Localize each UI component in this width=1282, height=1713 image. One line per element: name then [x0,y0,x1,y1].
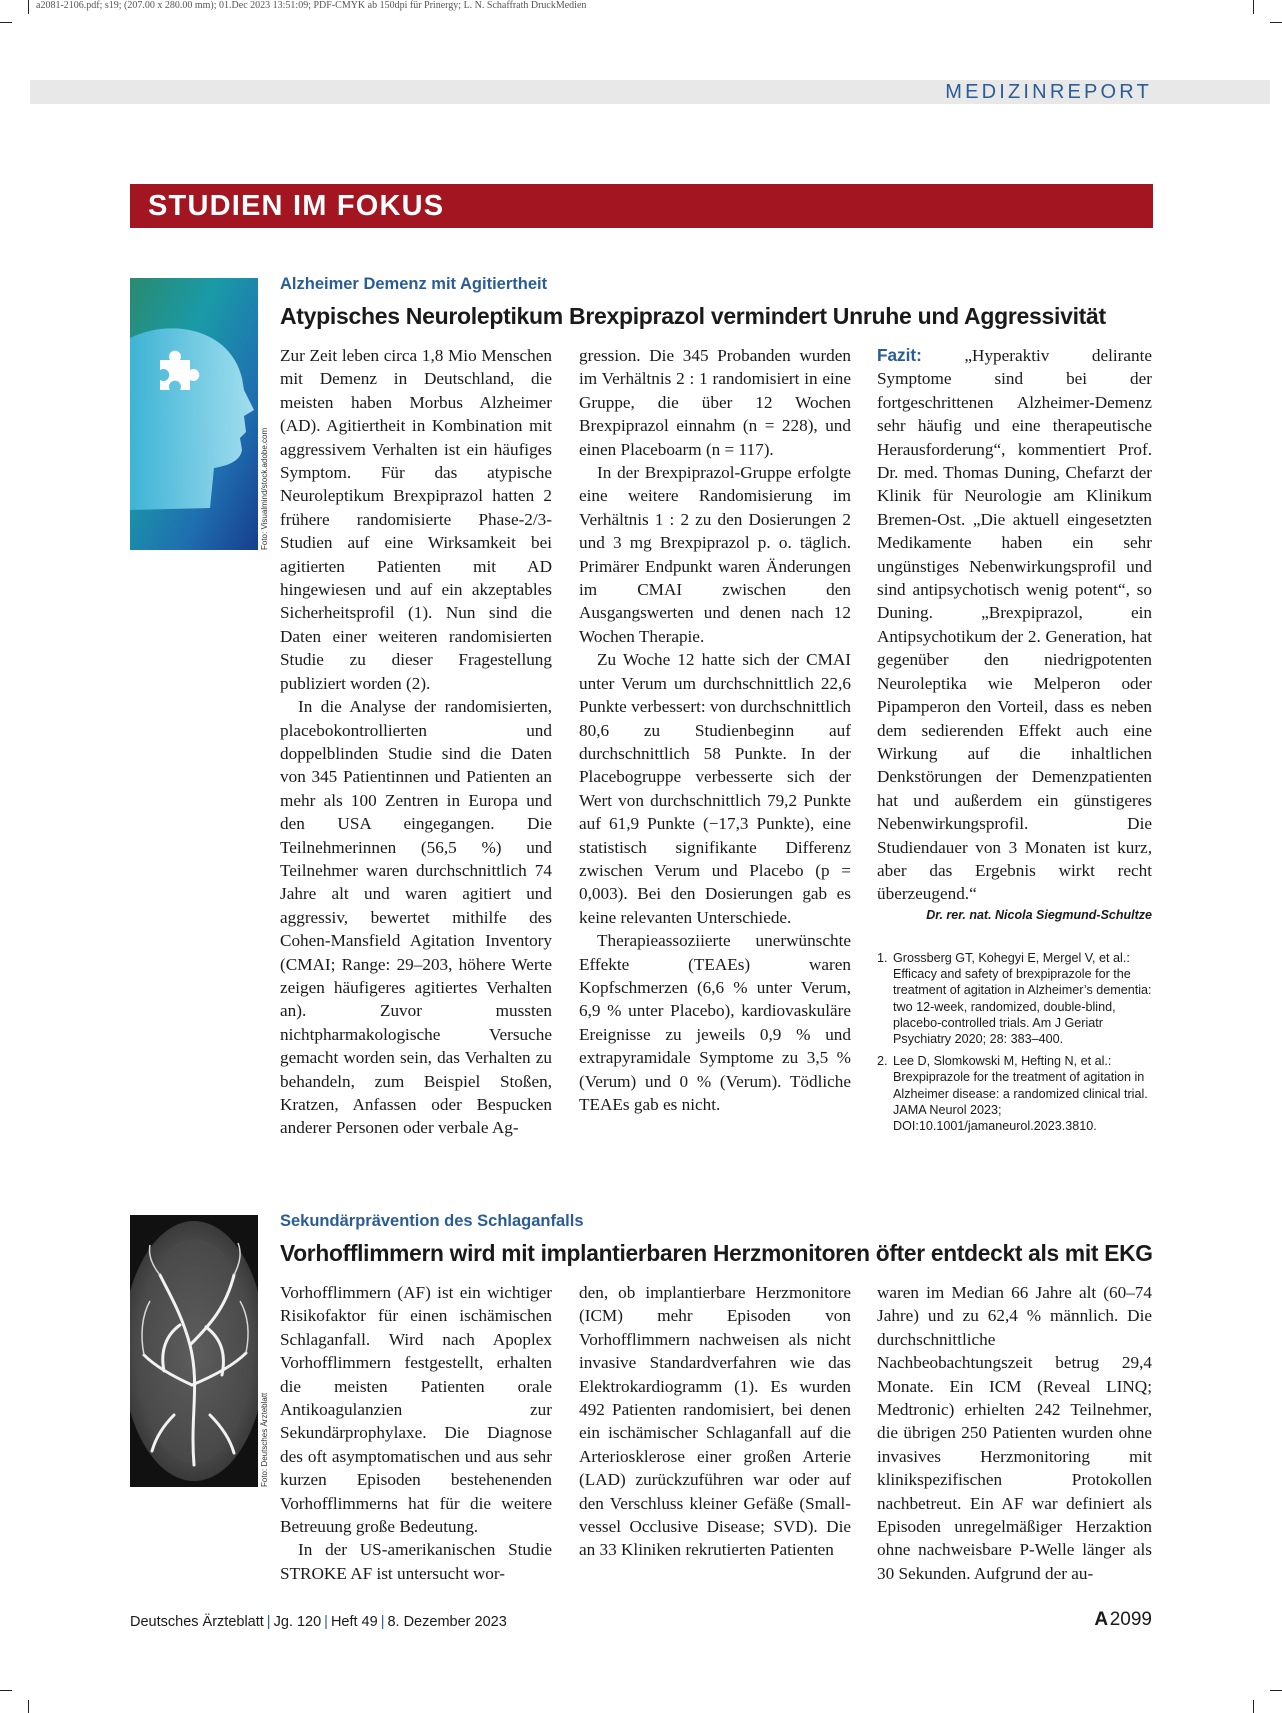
issue: Heft 49 [330,1614,378,1630]
fazit-label: Fazit: [877,345,922,365]
volume: Jg. 120 [273,1614,322,1630]
article1-column-2 [579,344,851,1116]
brain-angiography-image [130,1215,258,1487]
article1-column-3 [877,344,1152,924]
crop-mark [1270,1690,1282,1691]
crop-mark [0,1690,12,1691]
paragraph: Zur Zeit leben circa 1,8 Mio Menschen mit Demenz in Deutschland, die meisten haben Morbus Alzheimer (AD). Agitiertheit in Kombination mit aggressivem Verhalten ist ein häufiges Symptom. Für das atypische Neuroleptikum Brexpiprazol hatten 2 frühere randomisierte Phase-2/3-Studien auf eine Wirksamkeit bei agitierten Patienten mit AD hingewiesen und auf ein akzeptables Sicherheitsprofil (1). Nun sind die Daten einer weiteren randomisierten Studie zu dieser Fragestellung publiziert worden (2). [280,346,552,693]
article2-kicker: Sekundärprävention des Schlaganfalls [280,1212,584,1230]
crop-mark [1270,22,1282,23]
reference-number: 1. [877,951,888,965]
photo-credit: Foto: Visualmind/stock.adobe.com [260,427,269,550]
crop-mark [28,0,29,14]
page-number-value: 2099 [1109,1609,1152,1630]
photo-credit: Foto: Deutsches Ärzteblatt [260,1392,269,1487]
paragraph: Zu Woche 12 hatte sich der CMAI unter Verum um durchschnittlich 22,6 Punkte verbessert: von durchschnittlich 80,6 zu Studienbeginn auf durchschnittlich 58 Punkte. In der Placebogruppe verbesserte sich der Wert von durchschnittlich 79,2 Punkte auf 61,9 Punkte (−17,3 Punkte), eine statistisch signifikante Differenz zwischen Verum und Placebo (p = 0,003). Bei den Dosierungen gab es keine relevanten Unterschiede. [579,650,851,927]
section-label: MEDIZINREPORT [945,81,1152,103]
head-silhouette-image [130,278,258,550]
paragraph: gression. Die 345 Probanden wurden im Verhältnis 2 : 1 randomisiert in eine Gruppe, die über 12 Wochen Brexpiprazol einnahm (n = 228), und einen Placeboarm (n = 117). [579,346,851,459]
banner-title: STUDIEN IM FOKUS [148,190,445,222]
paragraph: In der Brexpiprazol-Gruppe erfolgte eine weitere Randomisierung im Verhältnis 1 : 2 zu den Dosierungen 2 und 3 mg Brexpiprazol p. o. täglich. Primärer Endpunkt waren Änderungen im CMAI zwischen den Ausgangswerten und denen nach 12 Wochen Therapie. [579,463,851,646]
footer-separator: | [266,1614,271,1630]
paragraph: In die Analyse der randomisierten, placebokontrollierten und doppelblinden Studie sind die Daten von 345 Patientinnen und Patienten an mehr als 100 Zentren in Europa und den USA eingegangen. Die Teilnehmerinnen (56,5 %) und Teilnehmer waren durchschnittlich 74 Jahre alt und waren agitiert und aggressiv, bewertet mithilfe des Cohen-Mansfield Agitation Inventory (CMAI; Range: 29–203, höhere Werte zeigen häufigeres agitiertes Verhalten an). Zuvor mussten nichtpharmakologische Versuche gemacht worden sein, das Verhalten zu behandeln, zum Beispiel Stoßen, Kratzen, Anfassen oder Bespucken anderer Personen oder verbale Ag- [280,697,552,1138]
reference-text: Grossberg GT, Kohegyi E, Mergel V, et al.: Efficacy and safety of brexpiprazole for the treatment of agitation in Alzheimer’s dementia: two 12-week, randomized, double-blind, placebo-controlled trials. Am J Geriatr Psychiatry 2020; 28: 383–400. [893,951,1152,1047]
print-metadata: a2081-2106.pdf; s19; (207.00 x 280.00 mm); 01.Dec 2023 13:51:09; PDF-CMYK ab 150dpi für Prinergy; L. N. Schaffrath DruckMedien [36,0,587,11]
article1-headline: Atypisches Neuroleptikum Brexpiprazol vermindert Unruhe und Aggressivität [280,303,1106,329]
crop-mark [1253,0,1254,14]
footer-citation [130,1614,507,1630]
footer-separator: | [380,1614,385,1630]
issue-date: 8. Dezember 2023 [387,1614,507,1630]
journal-name: Deutsches Ärzteblatt [130,1614,264,1630]
footer-separator: | [324,1614,328,1630]
article2-column-3 [877,1281,1152,1585]
crop-mark [0,22,12,23]
page-number [1094,1609,1152,1631]
reference-item [877,1053,1153,1134]
crop-mark [28,1700,29,1713]
paragraph: den, ob implantierbare Herzmonitore (ICM) mehr Episoden von Vorhofflimmern nachweisen als nicht invasive Standardverfahren wie das Elektrokardiogramm (1). Es wurden 492 Patienten randomisiert, bei denen ein ischämischer Schlaganfall auf die Arteriosklerose einer großen Arterie (LAD) zurückzuführen war oder auf den Verschluss kleiner Gefäße (Small-vessel Occlusive Disease; SVD). Die an 33 Kliniken rekrutierten Patienten [579,1283,851,1560]
paragraph: Therapieassoziierte unerwünschte Effekte (TEAEs) waren Kopfschmerzen (6,6 % unter Verum, 6,9 % unter Placebo), kardiovaskuläre Ereignisse zu jeweils 0,9 % und extrapyramidale Symptome zu 3,5 % (Verum) und 0 % (Verum). Tödliche TEAEs gab es nicht. [579,931,851,1114]
article1-image [130,278,258,550]
article1-column-1 [280,344,552,1140]
paragraph: Vorhofflimmern (AF) ist ein wichtiger Risikofaktor für einen ischämischen Schlaganfall. Wird nach Apoplex Vorhofflimmern festgestellt, erhalten die meisten Patienten orale Antikoagulanzien zur Sekundärprophylaxe. Die Diagnose des oft asymptomatischen und aus sehr kurzen Episoden bestehenenden Vorhofflimmerns hat für die weitere Betreuung große Bedeutung. [280,1283,552,1537]
paragraph: waren im Median 66 Jahre alt (60–74 Jahre) und zu 62,4 % männlich. Die durchschnittliche Nachbeobachtungszeit betrug 29,4 Monate. Ein ICM (Reveal LINQ; Medtronic) erhielten 242 Teilnehmer, die übrigen 250 Patienten wurden ohne invasives Herzmonitoring mit klinikspezifischen Protokollen nachbetreut. Ein AF war definiert als Episoden unregelmäßiger Herzaktion ohne nachweisbare P-Welle länger als 30 Sekunden. Aufgrund der au- [877,1283,1152,1583]
section-banner [130,184,1153,228]
reference-text: Lee D, Slomkowski M, Hefting N, et al.: Brexpiprazole for the treatment of agitation in Alzheimer disease: a randomized clinical trial. JAMA Neurol 2023; DOI:10.1001/jamaneurol.2023.3810. [893,1054,1148,1134]
paragraph: In der US-amerikanischen Studie STROKE AF ist untersucht wor- [280,1540,552,1583]
page-prefix: A [1094,1609,1109,1630]
fazit-paragraph [877,344,1152,906]
fazit-text: „Hyperaktiv delirante Symptome sind bei der fortgeschrittenen Alzheimer-Demenz sehr häufig und eine therapeutische Herausforderung“, kommentiert Prof. Dr. med. Thomas Duning, Chefarzt der Klinik für Neurologie am Klinikum Bremen-Ost. „Die aktuell eingesetzten Medikamente haben ein sehr ungünstiges Nebenwirkungsprofil und sind antipsychotisch wenig potent“, so Duning. „Brexpiprazol, ein Antipsychotikum der 2. Generation, hat gegenüber den niedrigpotenten Neuroleptika wie Melperon oder Pipamperon den Vorteil, dass es neben dem sedierenden Effekt auch eine Wirkung auf die inhaltlichen Denkstörungen der Demenzpatienten hat und außerdem ein günstigeres Nebenwirkungsprofil. Die Studiendauer von 3 Monaten ist kurz, aber das Ergebnis wirkt recht überzeugend.“ [877,346,1152,904]
reference-item [877,950,1153,1047]
article1-kicker: Alzheimer Demenz mit Agitiertheit [280,275,548,293]
reference-number: 2. [877,1054,888,1069]
article2-column-1 [280,1281,552,1585]
author: Dr. rer. nat. Nicola Siegmund-Schultze [926,907,1152,922]
references [877,950,1153,1140]
article2-column-2 [579,1281,851,1562]
article2-headline: Vorhofflimmern wird mit implantierbaren Herzmonitoren öfter entdeckt als mit EKG [280,1240,1153,1266]
article2-image [130,1215,258,1487]
crop-mark [1253,1700,1254,1713]
